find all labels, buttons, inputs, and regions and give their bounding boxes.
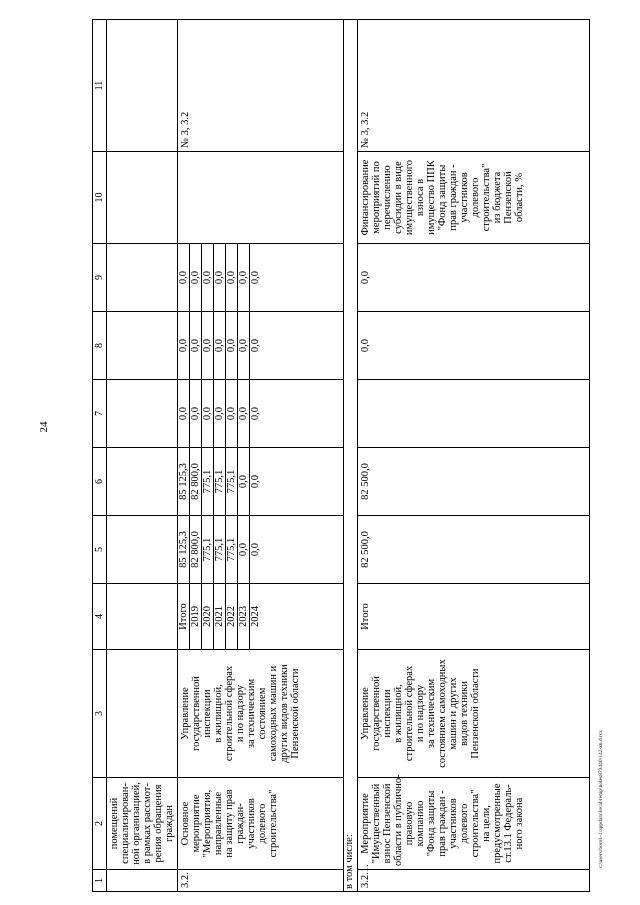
years-list — [358, 584, 590, 650]
years-list — [178, 584, 344, 650]
text-line: в жилищной, — [393, 684, 404, 743]
text-line: долевого — [459, 803, 470, 844]
text-line: Пензенской области — [470, 668, 481, 759]
text-line: и по надзору — [235, 684, 246, 743]
text-line: Финансирование — [360, 159, 371, 236]
cell-empty — [107, 516, 178, 584]
text-line: Пензенской области — [290, 668, 301, 759]
value-cell: 82 800,0 — [190, 448, 202, 515]
row-number: 3.2.1. — [358, 870, 590, 892]
text-line: участников — [246, 798, 257, 849]
header-cell: 6 — [93, 448, 107, 516]
page-number: 24 — [38, 421, 50, 433]
including-row — [344, 20, 358, 892]
text-line: в жилищной, — [213, 684, 224, 743]
value-cell: 85 125,3 — [178, 516, 190, 583]
value-cell: 0,0 — [360, 338, 371, 353]
text-line: направленные — [213, 791, 224, 856]
header-cell: 2 — [93, 778, 107, 870]
text-line: инспекции — [202, 689, 213, 738]
header-cell: 10 — [93, 152, 107, 244]
text-line: участников — [459, 172, 470, 223]
cell-empty — [107, 650, 178, 778]
text-line: долевого — [470, 177, 481, 218]
value-cell: 0,0 — [238, 516, 250, 583]
cell-empty — [107, 380, 178, 448]
text-line: предусмотренные — [492, 783, 503, 864]
value-cell: 0,0 — [202, 380, 214, 447]
value-cell: 0,0 — [238, 244, 250, 311]
text-line: "Мероприятия, — [202, 789, 213, 858]
value-cell: 775,1 — [214, 448, 226, 515]
value-cell: 0,0 — [226, 380, 238, 447]
value-cell: 0,0 — [250, 338, 261, 353]
header-row — [93, 20, 107, 892]
text-line: "Фонд защиты — [437, 164, 448, 231]
text-line: "Имущественный — [371, 783, 382, 864]
text-line: видов техники — [459, 680, 470, 747]
text-line: перечислению — [382, 165, 393, 230]
header-cell: 4 — [93, 584, 107, 650]
value-cell: 0,0 — [250, 474, 261, 489]
text-line: из бюджета — [492, 171, 503, 224]
value-cell: 0,0 — [202, 312, 214, 379]
text-line: имущество ППК — [426, 160, 437, 235]
text-line: за техническим — [246, 678, 257, 749]
text-line: состоянием самоходных — [437, 659, 448, 768]
header-cell: 9 — [93, 244, 107, 312]
value-cell: 82 800,0 — [190, 516, 202, 583]
text-line: в рамках рассмот- — [142, 783, 153, 864]
year-cell: 2021 — [214, 584, 226, 649]
cell-empty — [107, 448, 178, 516]
row-number: 3.2. — [178, 870, 344, 892]
text-line: области, % — [514, 172, 525, 223]
text-line: государственной — [371, 676, 382, 751]
col7-values — [178, 380, 344, 448]
header-cell: 5 — [93, 516, 107, 584]
indicator-description — [358, 152, 590, 244]
value-cell: 0,0 — [238, 312, 250, 379]
value-cell: 0,0 — [178, 380, 190, 447]
text-line: области в публично- — [393, 774, 404, 866]
col7-values — [358, 380, 590, 448]
text-line: ной организацией, — [131, 782, 142, 865]
text-line: Пензенской — [503, 171, 514, 224]
year-cell: 2024 — [250, 606, 261, 627]
header-cell: 8 — [93, 312, 107, 380]
executor — [358, 650, 590, 778]
text-line: самоходных машин и — [268, 665, 279, 762]
text-line: рения обращения — [153, 784, 164, 863]
cell-empty — [107, 152, 178, 244]
value-cell: 0,0 — [190, 312, 202, 379]
rotated-table-container — [92, 20, 590, 892]
text-line: мероприятие — [191, 794, 202, 853]
col9-values — [358, 244, 590, 312]
value-cell: 0,0 — [190, 244, 202, 311]
header-cell: 7 — [93, 380, 107, 448]
text-line: за техническим — [426, 678, 437, 749]
text-line: строительной сферах — [224, 665, 235, 762]
table-row-continued — [107, 20, 178, 892]
value-cell: 0,0 — [178, 312, 190, 379]
text-line: прав граждан - — [437, 790, 448, 857]
value-cell: 775,1 — [226, 516, 238, 583]
text-line: имущественного — [404, 159, 415, 236]
text-line: ного закона — [514, 797, 525, 850]
text-line: строительства" — [481, 163, 492, 232]
text-line: Управление — [360, 687, 371, 740]
text-line: инспекции — [382, 689, 393, 738]
col5-values — [358, 516, 590, 584]
value-cell: 85 125,3 — [178, 448, 190, 515]
col8-values — [178, 312, 344, 380]
text-line: Основное — [180, 801, 191, 846]
value-cell: 0,0 — [214, 312, 226, 379]
value-cell: 0,0 — [250, 542, 261, 557]
value-cell: 775,1 — [202, 516, 214, 583]
text-line: мероприятий по — [371, 161, 382, 234]
text-line: "Фонд защиты — [426, 790, 437, 857]
year-cell: 2019 — [190, 584, 202, 649]
text-line: на цели, — [481, 805, 492, 842]
value-cell: 0,0 — [250, 406, 261, 421]
value-cell: 82 500,0 — [360, 463, 371, 500]
value-cell: 775,1 — [202, 448, 214, 515]
value-cell: 0,0 — [360, 270, 371, 285]
footer-file-path: c:\users\borol~1\appdata\local\temp\notes879440\142-zn.d.rcx — [598, 730, 604, 868]
text-line: и по надзору — [415, 684, 426, 743]
indicator-ref: № 3, 3.2 — [358, 20, 590, 152]
text-line: помещений — [109, 797, 120, 850]
text-line: государственной — [191, 676, 202, 751]
text-line: других видов техники — [279, 664, 290, 763]
col5-values — [178, 516, 344, 584]
text-line: специализирован- — [120, 783, 131, 864]
value-cell: 775,1 — [214, 516, 226, 583]
including-label: в том числе: — [344, 20, 358, 892]
text-line: строительной сферах — [404, 665, 415, 762]
col10-empty — [178, 152, 344, 244]
value-cell: 0,0 — [238, 380, 250, 447]
value-cell: 0,0 — [202, 244, 214, 311]
text-line: долевого — [257, 803, 268, 844]
header-cell: 11 — [93, 20, 107, 152]
col9-values — [178, 244, 344, 312]
value-cell: 0,0 — [214, 380, 226, 447]
value-cell: 0,0 — [226, 244, 238, 311]
value-cell: 0,0 — [178, 244, 190, 311]
program-table — [92, 19, 590, 892]
text-line: на защиту прав — [224, 789, 235, 858]
table-row-3-2-1 — [358, 20, 590, 892]
executor — [178, 650, 344, 778]
header-cell: 1 — [93, 870, 107, 892]
year-cell: 2020 — [202, 584, 214, 649]
value-cell: 0,0 — [226, 312, 238, 379]
text-line: правовую — [404, 801, 415, 846]
value-cell: 0,0 — [190, 380, 202, 447]
cell-empty — [107, 870, 178, 892]
text-line: взнос Пензенской — [382, 783, 393, 864]
event-name — [178, 778, 344, 870]
cell-empty — [107, 244, 178, 312]
col6-values — [178, 448, 344, 516]
cell-empty — [107, 584, 178, 650]
col8-values — [358, 312, 590, 380]
text-line: взноса в — [415, 178, 426, 217]
text-line: строительства" — [268, 789, 279, 858]
text-line: субсидии в виде — [393, 161, 404, 234]
text-line: Управление — [180, 687, 191, 740]
text-line: участников — [448, 798, 459, 849]
value-cell: 0,0 — [250, 270, 261, 285]
table-row-3-2 — [178, 20, 344, 892]
text-line: прав граждан - — [448, 164, 459, 231]
year-cell: Итого — [178, 584, 190, 649]
year-cell: 2022 — [226, 584, 238, 649]
year-cell: Итого — [360, 603, 371, 630]
text-line: машин и других — [448, 677, 459, 750]
cell-empty — [107, 20, 178, 152]
text-line: граждан- — [235, 803, 246, 844]
text-line: ст.13.1 Федераль- — [503, 784, 514, 863]
cell-empty — [107, 312, 178, 380]
header-cell: 3 — [93, 650, 107, 778]
indicator-ref: № 3, 3.2 — [178, 20, 344, 152]
value-cell: 82 500,0 — [360, 531, 371, 568]
text-line: Мероприятие — [360, 793, 371, 854]
value-cell: 775,1 — [226, 448, 238, 515]
year-cell: 2023 — [238, 584, 250, 649]
value-cell: 0,0 — [238, 448, 250, 515]
text-line: строительства" — [470, 789, 481, 858]
value-cell: 0,0 — [214, 244, 226, 311]
event-name — [358, 774, 590, 870]
col6-values — [358, 448, 590, 516]
text-line: компанию — [415, 800, 426, 847]
cell-continued-name — [107, 778, 178, 870]
text-line: граждан — [164, 804, 175, 843]
text-line: состоянием — [257, 687, 268, 740]
